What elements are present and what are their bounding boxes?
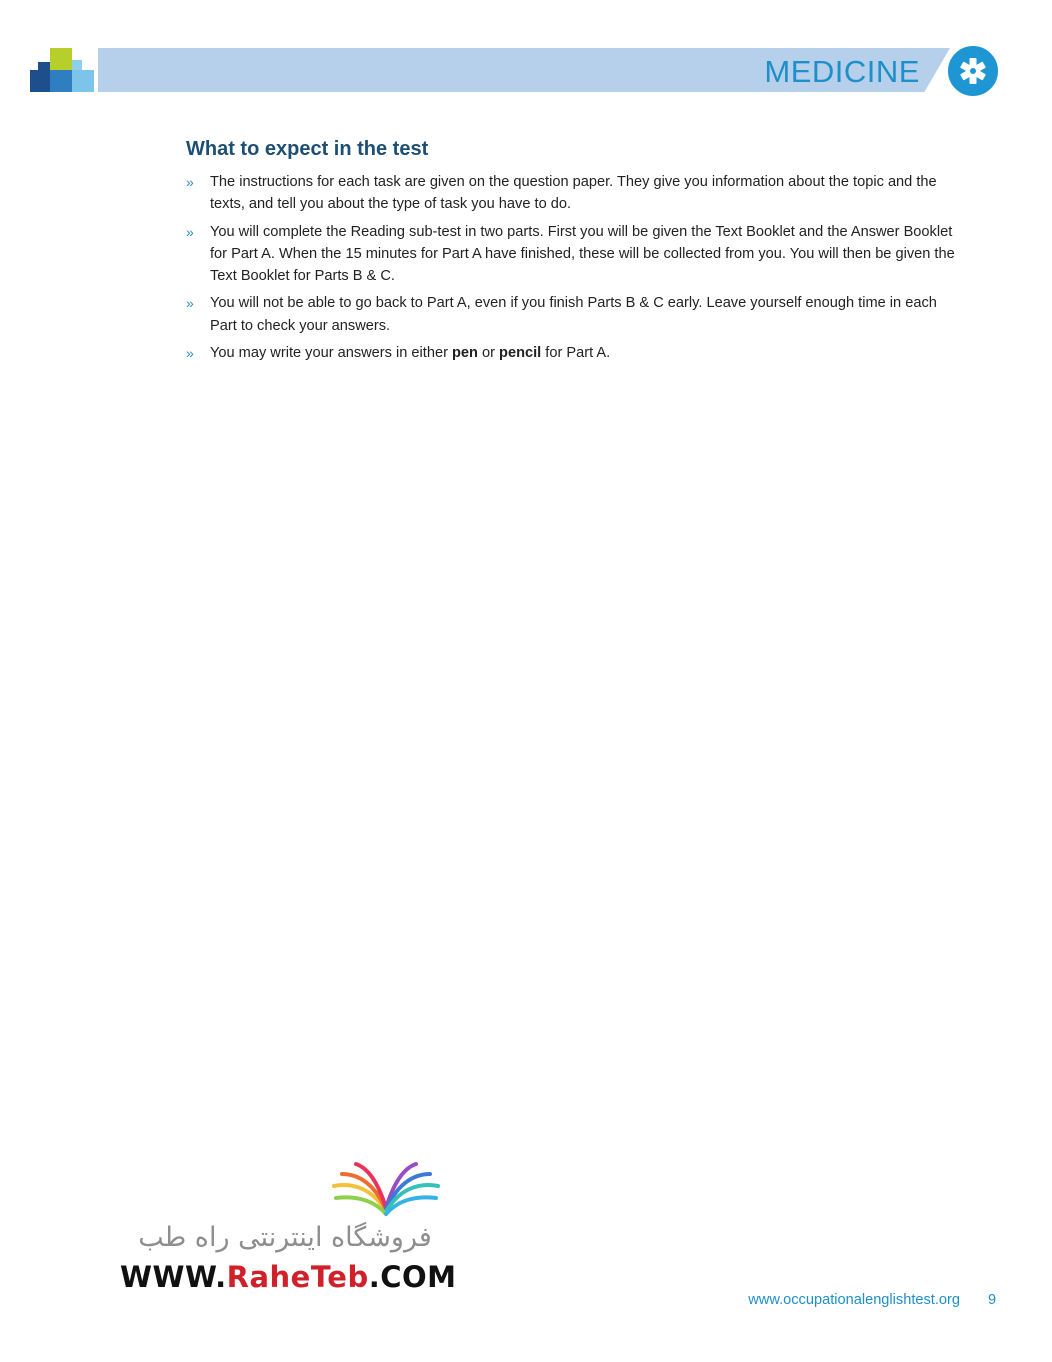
list-item-text: You will not be able to go back to Part A, even if you finish Parts B & C early. Leave yourself enough time in each Part to check your answers. <box>210 295 937 334</box>
list-item <box>186 292 966 337</box>
bullet-list <box>186 171 966 364</box>
double-chevron-right-icon: » <box>186 345 194 362</box>
bold-pen: pen <box>452 345 478 362</box>
content <box>186 136 966 369</box>
list-item <box>186 342 966 364</box>
watermark-url-suffix: .COM <box>368 1260 457 1294</box>
list-item-text-after: for Part A. <box>541 345 611 362</box>
double-chevron-right-icon: » <box>186 295 194 312</box>
header-title: MEDICINE <box>764 54 920 89</box>
double-chevron-right-icon: » <box>186 223 194 240</box>
list-item-text: The instructions for each task are given on the question paper. They give you information about the topic and the texts, and tell you about the type of task you have to do. <box>210 174 937 213</box>
logo-blocks <box>30 48 94 92</box>
watermark-url-prefix: WWW. <box>120 1260 227 1294</box>
medical-star-icon <box>946 44 1000 98</box>
watermark <box>120 1160 457 1300</box>
footer-url[interactable]: www.occupationalenglishtest.org <box>748 1292 960 1308</box>
list-item-text: You will complete the Reading sub-test in two parts. First you will be given the Text Booklet and the Answer Booklet for Part A. When the 15 minutes for Part A have finished, these will be collected from you. You will then be given the Text Booklet for Parts B & C. <box>210 223 955 285</box>
list-item <box>186 221 966 288</box>
page-number: 9 <box>987 1292 997 1308</box>
section-title: What to expect in the test <box>186 138 429 160</box>
list-item-text-before: You may write your answers in either <box>210 345 452 362</box>
double-chevron-right-icon: » <box>186 174 194 190</box>
watermark-persian: فروشگاه اینترنتی راه طب <box>138 1222 432 1253</box>
watermark-url <box>120 1260 457 1294</box>
watermark-url-brand: RaheTeb <box>226 1260 369 1294</box>
list-item <box>186 171 966 216</box>
bold-pencil: pencil <box>499 345 542 362</box>
list-item-text-or: or <box>477 345 500 362</box>
open-book-icon <box>330 1160 442 1218</box>
